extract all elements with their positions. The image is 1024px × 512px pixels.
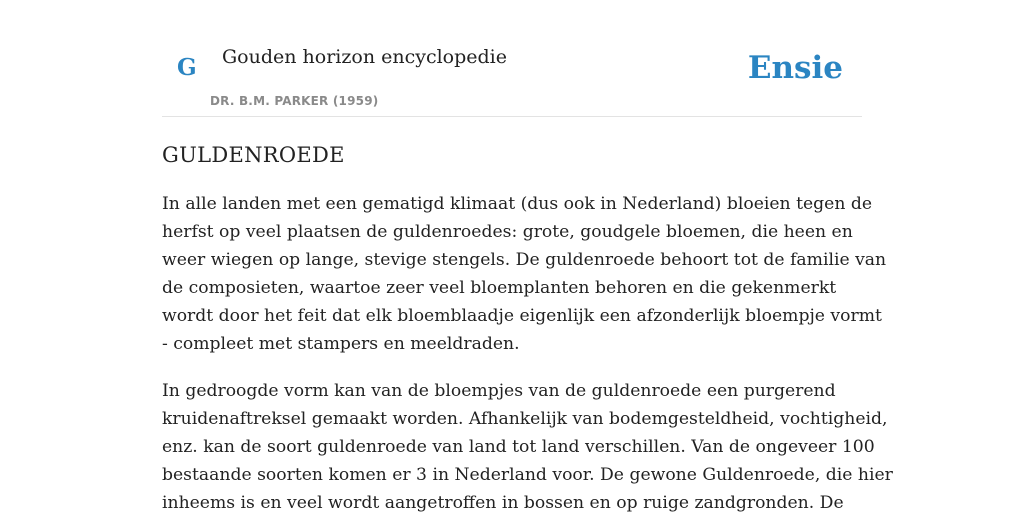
paragraph-line: de composieten, waartoe zeer veel bloemplanten behoren en die gekenmerkt	[162, 278, 837, 298]
paragraph-line: In gedroogde vorm kan van de bloempjes van de guldenroede een purgerend	[162, 381, 836, 401]
book-logo-icon[interactable]: G	[177, 54, 197, 81]
paragraph-line: inheems is en veel wordt aangetroffen in bossen en op ruige zandgronden. De	[162, 493, 844, 512]
paragraph-line: wordt door het feit dat elk bloemblaadje eigenlijk een afzonderlijk bloempje vormt	[162, 306, 882, 326]
article-paragraph-1	[162, 190, 887, 358]
paragraph-line: weer wiegen op lange, stevige stengels. De guldenroede behoort tot de familie van	[162, 250, 887, 270]
ensie-logo-link[interactable]: Ensie	[747, 50, 843, 86]
paragraph-line: In alle landen met een gematigd klimaat (dus ook in Nederland) bloeien tegen de	[162, 194, 873, 214]
paragraph-line: enz. kan de soort guldenroede van land tot land verschillen. Van de ongeveer 100	[162, 437, 875, 457]
article-paragraph-2	[162, 377, 893, 512]
paragraph-line: kruidenaftreksel gemaakt worden. Afhankelijk van bodemgesteldheid, vochtigheid,	[162, 409, 888, 429]
paragraph-line: bestaande soorten komen er 3 in Nederland voor. De gewone Guldenroede, die hier	[162, 465, 893, 485]
book-title[interactable]: Gouden horizon encyclopedie	[222, 46, 507, 68]
site-header	[162, 0, 862, 117]
paragraph-line: - compleet met stampers en meeldraden.	[162, 334, 520, 354]
article-title: GULDENROEDE	[162, 143, 345, 167]
paragraph-line: herfst op veel plaatsen de guldenroedes: grote, goudgele bloemen, die heen en	[162, 222, 853, 242]
article	[162, 138, 893, 512]
book-author: DR. B.M. PARKER (1959)	[210, 94, 379, 108]
